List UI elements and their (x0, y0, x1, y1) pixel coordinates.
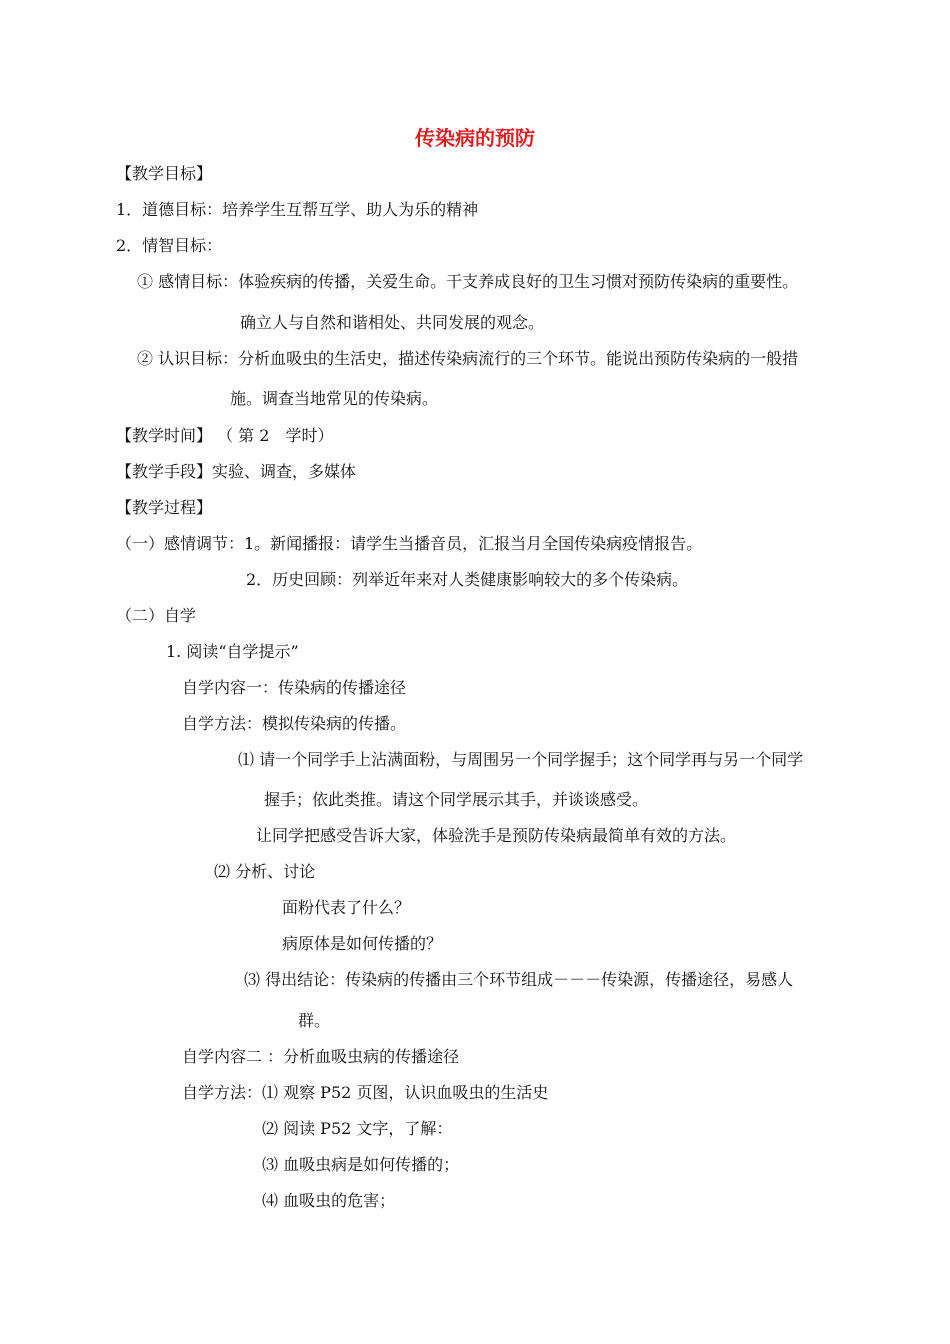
text-line: （一）感情调节：1。新闻播报：请学生当播音员，汇报当月全国传染病疫情报告。 (116, 534, 703, 553)
text-line: 自学内容一：传染病的传播途径 (182, 678, 407, 697)
document-title: 传染病的预防 (415, 126, 535, 150)
text-line: 确立人与自然和谐相处、共同发展的观念。 (240, 313, 545, 332)
text-line: 1. 阅读“自学提示” (166, 642, 299, 661)
text-line: ⑶ 血吸虫病是如何传播的； (262, 1155, 460, 1174)
text-line: 自学方法：⑴ 观察 P52 页图，认识血吸虫的生活史 (182, 1083, 549, 1102)
section-heading-means: 【教学手段】实验、调查，多媒体 (116, 462, 357, 481)
text-line: 自学方法：模拟传染病的传播。 (182, 714, 407, 733)
text-line: （二）自学 (116, 606, 197, 625)
text-line: 2．情智目标： (116, 236, 223, 255)
text-line: ② 认识目标：分析血吸虫的生活史，描述传染病流行的三个环节。能说出预防传染病的一般措 (137, 349, 799, 368)
text-line: 施。调查当地常见的传染病。 (230, 389, 439, 408)
text-line: ① 感情目标：体验疾病的传播，关爱生命。干支养成良好的卫生习惯对预防传染病的重要性。 (137, 272, 799, 291)
text-line: ⑷ 血吸虫的危害； (262, 1191, 396, 1210)
text-line: ⑵ 分析、讨论 (214, 862, 316, 881)
text-line: 病原体是如何传播的？ (282, 934, 443, 953)
section-heading-objectives: 【教学目标】 (116, 164, 213, 183)
text-line: 群。 (298, 1011, 331, 1030)
text-line: ⑵ 阅读 P52 文字，了解： (262, 1119, 453, 1138)
text-line: ⑶ 得出结论：传染病的传播由三个环节组成－－－传染源，传播途径，易感人 (244, 970, 794, 989)
text-line: 握手；依此类推。请这个同学展示其手，并谈谈感受。 (264, 790, 649, 809)
text-line: 2．历史回顾：列举近年来对人类健康影响较大的多个传染病。 (246, 570, 689, 589)
text-line: 自学内容二 ：分析血吸虫病的传播途径 (182, 1047, 460, 1066)
text-line: 面粉代表了什么？ (282, 898, 411, 917)
text-line: ⑴ 请一个同学手上沾满面粉，与周围另一个同学握手；这个同学再与另一个同学 (238, 750, 804, 769)
section-heading-process: 【教学过程】 (116, 498, 213, 517)
text-line: 让同学把感受告诉大家，体验洗手是预防传染病最简单有效的方法。 (256, 826, 737, 845)
text-line: 1．道德目标：培养学生互帮互学、助人为乐的精神 (116, 200, 479, 219)
section-heading-time: 【教学时间】 （ 第 2 学时） (116, 426, 334, 445)
